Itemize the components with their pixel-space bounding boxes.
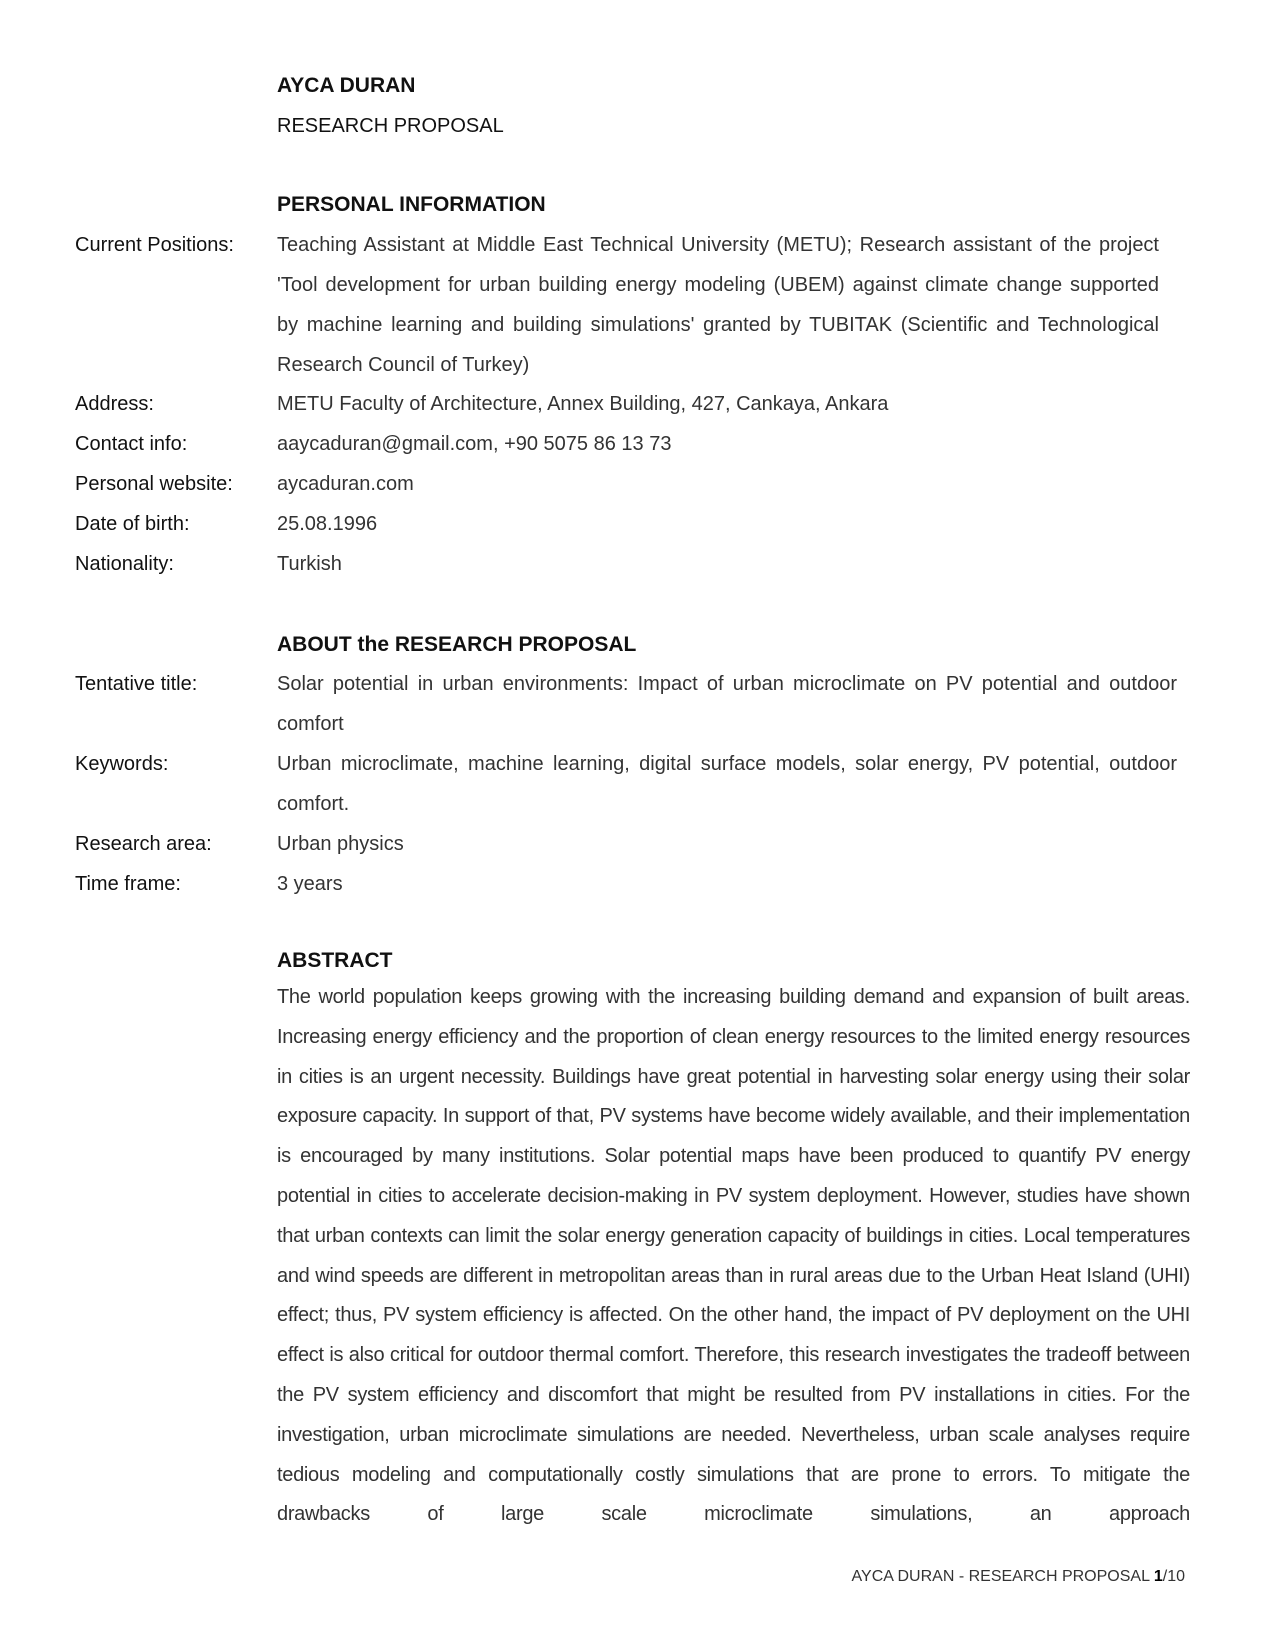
about-heading: ABOUT the RESEARCH PROPOSAL [277, 633, 637, 656]
title-label: Tentative title: [75, 673, 198, 695]
nationality-value: Turkish [277, 553, 342, 575]
personal-info-heading: PERSONAL INFORMATION [277, 193, 546, 216]
area-label: Research area: [75, 833, 212, 855]
birth-label: Date of birth: [75, 513, 190, 535]
page-footer [852, 1566, 1185, 1588]
abstract-body: The world population keeps growing with the increasing building demand and expansion of built areas. Increasing energy efficiency and the proportion of clean energy resources to the limited energy resources in cities is an urgent necessity. Buildings have great potential in harvesting solar energy using their solar exposure capacity. In support of that, PV systems have become widely available, and their implementation is encouraged by many institutions. Solar potential maps have been produced to quantify PV energy potential in cities to accelerate decision-making in PV system deployment. However, studies have shown that urban contexts can limit the solar energy generation capacity of buildings in cities. Local temperatures and wind speeds are different in metropolitan areas than in rural areas due to the Urban Heat Island (UHI) effect; thus, PV system efficiency is affected. On the other hand, the impact of PV deployment on the UHI effect is also critical for outdoor thermal comfort. Therefore, this research investigates the tradeoff between the PV system efficiency and discomfort that might be resulted from PV installations in cities. For the investigation, urban microclimate simulations are needed. Nevertheless, urban scale analyses require tedious modeling and computationally costly simulations that are prone to errors. To mitigate the drawbacks of large scale microclimate simulations, an approach [277, 986, 1190, 1526]
page-number-total: /10 [1162, 1568, 1185, 1585]
area-value: Urban physics [277, 833, 404, 855]
birth-value: 25.08.1996 [277, 513, 378, 535]
keywords-label: Keywords: [75, 753, 169, 775]
title-value: Solar potential in urban environments: Impact of urban microclimate on PV potential and outdoor comfort [277, 673, 1177, 735]
keywords-value: Urban microclimate, machine learning, digital surface models, solar energy, PV potential, outdoor comfort. [277, 753, 1177, 815]
abstract-heading: ABSTRACT [277, 949, 393, 972]
contact-value: aaycaduran@gmail.com, +90 5075 86 13 73 [277, 433, 672, 455]
website-label: Personal website: [75, 473, 233, 495]
timeframe-label: Time frame: [75, 873, 181, 895]
timeframe-value: 3 years [277, 873, 343, 895]
positions-value: Teaching Assistant at Middle East Technical University (METU); Research assistant of the project 'Tool development for urban building energy modeling (UBEM) against climate change supported by machine learning and building simulations' granted by TUBITAK (Scientific and Technological Research Council of Turkey) [277, 234, 1159, 376]
author-name: AYCA DURAN [277, 74, 416, 97]
address-label: Address: [75, 393, 154, 415]
page-number-current: 1 [1153, 1568, 1163, 1585]
footer-text: AYCA DURAN - RESEARCH PROPOSAL [851, 1568, 1154, 1585]
address-value: METU Faculty of Architecture, Annex Building, 427, Cankaya, Ankara [277, 393, 889, 415]
nationality-label: Nationality: [75, 553, 174, 575]
positions-label: Current Positions: [75, 234, 234, 256]
document-type: RESEARCH PROPOSAL [277, 115, 504, 137]
website-value: aycaduran.com [277, 473, 414, 495]
contact-label: Contact info: [75, 433, 188, 455]
